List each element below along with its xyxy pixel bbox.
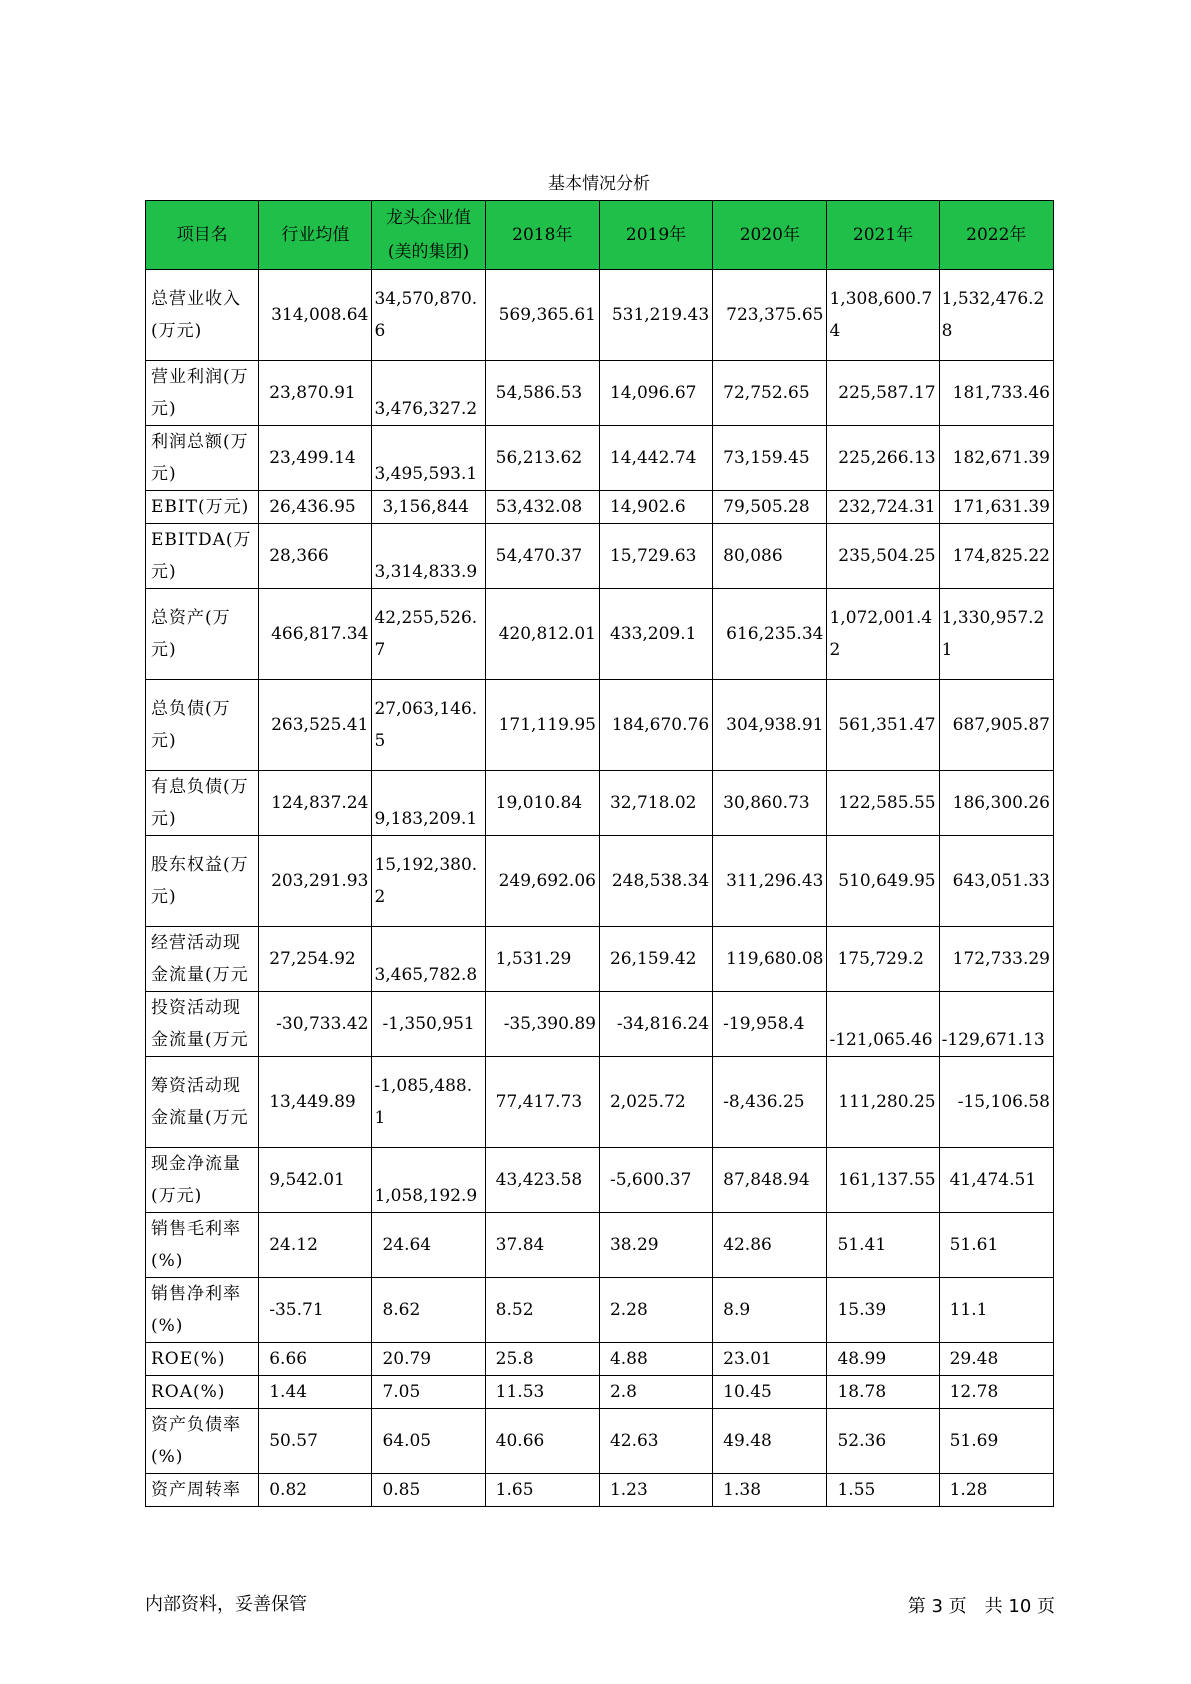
table-cell: 420,812.01 <box>485 589 599 680</box>
table-cell: 51.69 <box>939 1409 1053 1474</box>
table-row <box>146 927 1054 992</box>
table-cell: 50.57 <box>259 1409 372 1474</box>
table-cell: 171,119.95 <box>485 680 599 771</box>
table-cell: 723,375.65 <box>713 270 827 361</box>
row-label: 销售净利率(%) <box>146 1278 259 1343</box>
header-2020: 2020年 <box>713 201 827 270</box>
table-cell: 23,870.91 <box>259 361 372 426</box>
table-cell: 3,476,327.2 <box>372 361 485 426</box>
table-cell: 24.12 <box>259 1213 372 1278</box>
row-label: 经营活动现金流量(万元 <box>146 927 259 992</box>
table-cell: 172,733.29 <box>939 927 1053 992</box>
table-cell: 41,474.51 <box>939 1148 1053 1213</box>
footer-page-number: 第 3 页 共 10 页 <box>907 1596 1055 1617</box>
table-caption: 基本情况分析 <box>548 174 650 194</box>
table-cell: -19,958.4 <box>713 992 827 1057</box>
table-cell: -1,350,951 <box>372 992 485 1057</box>
table-row <box>146 1278 1054 1343</box>
table-row <box>146 1057 1054 1148</box>
table-row <box>146 836 1054 927</box>
table-cell: 72,752.65 <box>713 361 827 426</box>
table-cell: 52.36 <box>827 1409 939 1474</box>
table-cell: 1,072,001.42 <box>827 589 939 680</box>
row-label: 营业利润(万元) <box>146 361 259 426</box>
table-cell: 64.05 <box>372 1409 485 1474</box>
table-cell: 174,825.22 <box>939 524 1053 589</box>
table-cell: 24.64 <box>372 1213 485 1278</box>
table-row <box>146 589 1054 680</box>
table-cell: 15.39 <box>827 1278 939 1343</box>
table-cell: 12.78 <box>939 1376 1053 1409</box>
table-cell: 27,254.92 <box>259 927 372 992</box>
table-cell: 54,586.53 <box>485 361 599 426</box>
header-2019: 2019年 <box>599 201 712 270</box>
footer-confidential-note: 内部资料，妥善保管 <box>145 1594 307 1615</box>
table-cell: 51.41 <box>827 1213 939 1278</box>
table-cell: 77,417.73 <box>485 1057 599 1148</box>
table-cell: 14,442.74 <box>599 426 712 491</box>
table-cell: 30,860.73 <box>713 771 827 836</box>
row-label: ROA(%) <box>146 1376 259 1409</box>
table-row <box>146 361 1054 426</box>
table-row <box>146 1376 1054 1409</box>
table-cell: 15,729.63 <box>599 524 712 589</box>
table-cell: 28,366 <box>259 524 372 589</box>
table-cell: 1.65 <box>485 1474 599 1507</box>
row-label: 总营业收入(万元) <box>146 270 259 361</box>
table-cell: 80,086 <box>713 524 827 589</box>
table-cell: -5,600.37 <box>599 1148 712 1213</box>
table-cell: 7.05 <box>372 1376 485 1409</box>
table-row <box>146 524 1054 589</box>
table-cell: 25.8 <box>485 1343 599 1376</box>
table-cell: 1,058,192.9 <box>372 1148 485 1213</box>
table-cell: 42.86 <box>713 1213 827 1278</box>
table-cell: 119,680.08 <box>713 927 827 992</box>
table-cell: -8,436.25 <box>713 1057 827 1148</box>
table-cell: 433,209.1 <box>599 589 712 680</box>
table-cell: -35.71 <box>259 1278 372 1343</box>
table-cell: 8.52 <box>485 1278 599 1343</box>
table-cell: 1,308,600.74 <box>827 270 939 361</box>
table-cell: 3,156,844 <box>372 491 485 524</box>
table-cell: 0.85 <box>372 1474 485 1507</box>
table-cell: 26,159.42 <box>599 927 712 992</box>
table-cell: 8.9 <box>713 1278 827 1343</box>
table-cell: 51.61 <box>939 1213 1053 1278</box>
table-cell: 2.8 <box>599 1376 712 1409</box>
row-label: 销售毛利率(%) <box>146 1213 259 1278</box>
table-cell: 1,531.29 <box>485 927 599 992</box>
table-cell: 643,051.33 <box>939 836 1053 927</box>
table-cell: 235,504.25 <box>827 524 939 589</box>
table-cell: 1.23 <box>599 1474 712 1507</box>
table-cell: -30,733.42 <box>259 992 372 1057</box>
table-row <box>146 771 1054 836</box>
table-row <box>146 680 1054 771</box>
table-cell: 79,505.28 <box>713 491 827 524</box>
financial-table <box>145 200 1054 1507</box>
row-label: 利润总额(万元) <box>146 426 259 491</box>
table-cell: 29.48 <box>939 1343 1053 1376</box>
table-cell: 19,010.84 <box>485 771 599 836</box>
row-label: 资产周转率 <box>146 1474 259 1507</box>
row-label: 现金净流量(万元) <box>146 1148 259 1213</box>
table-row <box>146 992 1054 1057</box>
header-leader-value: 龙头企业值(美的集团) <box>372 201 485 270</box>
table-cell: 531,219.43 <box>599 270 712 361</box>
table-cell: 225,266.13 <box>827 426 939 491</box>
row-label: 有息负债(万元) <box>146 771 259 836</box>
table-cell: 11.53 <box>485 1376 599 1409</box>
table-cell: 1,330,957.21 <box>939 589 1053 680</box>
table-cell: 466,817.34 <box>259 589 372 680</box>
table-cell: -15,106.58 <box>939 1057 1053 1148</box>
table-cell: 1.44 <box>259 1376 372 1409</box>
table-cell: 14,902.6 <box>599 491 712 524</box>
row-label: 投资活动现金流量(万元 <box>146 992 259 1057</box>
table-cell: 186,300.26 <box>939 771 1053 836</box>
table-row <box>146 1474 1054 1507</box>
table-cell: 687,905.87 <box>939 680 1053 771</box>
table-cell: 26,436.95 <box>259 491 372 524</box>
table-cell: 249,692.06 <box>485 836 599 927</box>
table-cell: 561,351.47 <box>827 680 939 771</box>
table-cell: 2.28 <box>599 1278 712 1343</box>
table-cell: 3,465,782.8 <box>372 927 485 992</box>
table-cell: 9,542.01 <box>259 1148 372 1213</box>
table-cell: 37.84 <box>485 1213 599 1278</box>
row-label: EBIT(万元) <box>146 491 259 524</box>
table-cell: 23.01 <box>713 1343 827 1376</box>
table-cell: 314,008.64 <box>259 270 372 361</box>
table-cell: 2,025.72 <box>599 1057 712 1148</box>
row-label: 股东权益(万元) <box>146 836 259 927</box>
table-cell: 0.82 <box>259 1474 372 1507</box>
table-cell: 42,255,526.7 <box>372 589 485 680</box>
row-label: 筹资活动现金流量(万元 <box>146 1057 259 1148</box>
table-cell: 263,525.41 <box>259 680 372 771</box>
table-header-row <box>146 201 1054 270</box>
table-cell: -35,390.89 <box>485 992 599 1057</box>
table-cell: -34,816.24 <box>599 992 712 1057</box>
table-cell: 184,670.76 <box>599 680 712 771</box>
table-cell: 225,587.17 <box>827 361 939 426</box>
table-cell: 510,649.95 <box>827 836 939 927</box>
table-cell: 3,495,593.1 <box>372 426 485 491</box>
table-cell: 6.66 <box>259 1343 372 1376</box>
table-cell: -121,065.46 <box>827 992 939 1057</box>
table-cell: 3,314,833.9 <box>372 524 485 589</box>
table-cell: 13,449.89 <box>259 1057 372 1148</box>
table-cell: 49.48 <box>713 1409 827 1474</box>
table-row <box>146 1148 1054 1213</box>
table-cell: 27,063,146.5 <box>372 680 485 771</box>
table-cell: 1.28 <box>939 1474 1053 1507</box>
table-cell: 161,137.55 <box>827 1148 939 1213</box>
table-cell: 10.45 <box>713 1376 827 1409</box>
table-cell: 175,729.2 <box>827 927 939 992</box>
table-cell: 122,585.55 <box>827 771 939 836</box>
header-item-name: 项目名 <box>146 201 259 270</box>
table-cell: 182,671.39 <box>939 426 1053 491</box>
table-cell: 8.62 <box>372 1278 485 1343</box>
table-cell: 311,296.43 <box>713 836 827 927</box>
table-cell: 54,470.37 <box>485 524 599 589</box>
table-cell: 616,235.34 <box>713 589 827 680</box>
table-row <box>146 426 1054 491</box>
table-cell: 11.1 <box>939 1278 1053 1343</box>
row-label: EBITDA(万元) <box>146 524 259 589</box>
table-cell: 53,432.08 <box>485 491 599 524</box>
header-industry-avg: 行业均值 <box>259 201 372 270</box>
header-2022: 2022年 <box>939 201 1053 270</box>
table-cell: 203,291.93 <box>259 836 372 927</box>
table-cell: 56,213.62 <box>485 426 599 491</box>
table-cell: 248,538.34 <box>599 836 712 927</box>
table-cell: 1.55 <box>827 1474 939 1507</box>
header-2021: 2021年 <box>827 201 939 270</box>
table-cell: 111,280.25 <box>827 1057 939 1148</box>
table-cell: 20.79 <box>372 1343 485 1376</box>
table-cell: 14,096.67 <box>599 361 712 426</box>
row-label: 总负债(万元) <box>146 680 259 771</box>
table-cell: 43,423.58 <box>485 1148 599 1213</box>
table-cell: 124,837.24 <box>259 771 372 836</box>
table-cell: 1,532,476.28 <box>939 270 1053 361</box>
table-cell: 48.99 <box>827 1343 939 1376</box>
table-cell: 181,733.46 <box>939 361 1053 426</box>
row-label: 资产负债率(%) <box>146 1409 259 1474</box>
table-row <box>146 270 1054 361</box>
header-2018: 2018年 <box>485 201 599 270</box>
table-row <box>146 1213 1054 1278</box>
table-cell: 232,724.31 <box>827 491 939 524</box>
table-cell: -129,671.13 <box>939 992 1053 1057</box>
table-cell: 38.29 <box>599 1213 712 1278</box>
table-cell: 15,192,380.2 <box>372 836 485 927</box>
table-cell: 171,631.39 <box>939 491 1053 524</box>
table-cell: 73,159.45 <box>713 426 827 491</box>
table-row <box>146 1343 1054 1376</box>
table-cell: 87,848.94 <box>713 1148 827 1213</box>
row-label: 总资产(万元) <box>146 589 259 680</box>
table-row <box>146 491 1054 524</box>
row-label: ROE(%) <box>146 1343 259 1376</box>
table-cell: 23,499.14 <box>259 426 372 491</box>
table-cell: 9,183,209.1 <box>372 771 485 836</box>
table-cell: 34,570,870.6 <box>372 270 485 361</box>
table-cell: 569,365.61 <box>485 270 599 361</box>
table-cell: 32,718.02 <box>599 771 712 836</box>
table-cell: 18.78 <box>827 1376 939 1409</box>
table-cell: 304,938.91 <box>713 680 827 771</box>
table-cell: 4.88 <box>599 1343 712 1376</box>
table-cell: 42.63 <box>599 1409 712 1474</box>
table-cell: -1,085,488.1 <box>372 1057 485 1148</box>
table-row <box>146 1409 1054 1474</box>
table-cell: 1.38 <box>713 1474 827 1507</box>
table-cell: 40.66 <box>485 1409 599 1474</box>
